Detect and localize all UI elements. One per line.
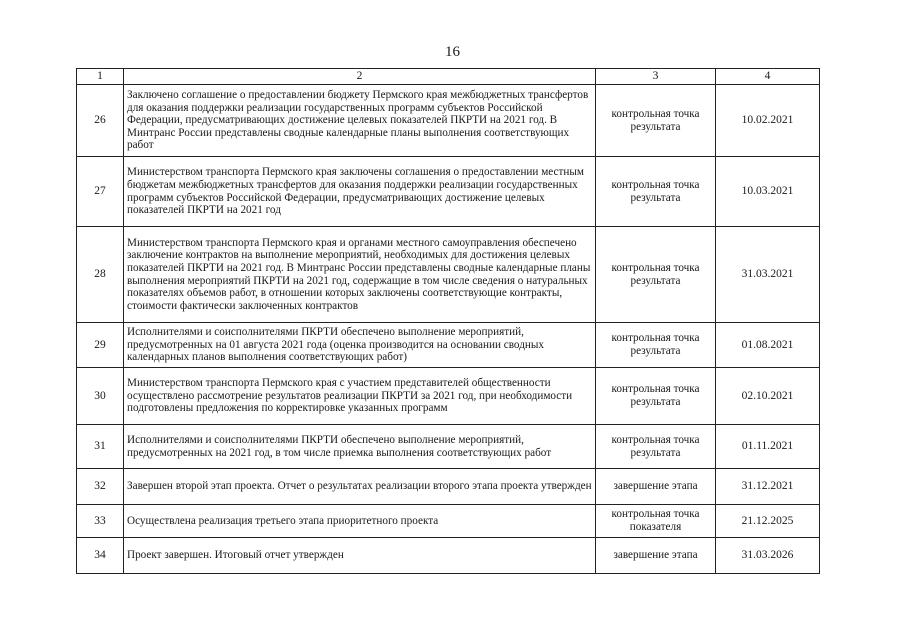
row-date: 10.03.2021 [716,157,820,227]
row-description: Осуществлена реализация третьего этапа приоритетного проекта [124,505,596,538]
row-type: контрольная точка результата [596,323,716,368]
row-type: контрольная точка результата [596,157,716,227]
row-number: 26 [77,85,124,157]
control-points-table [76,68,820,574]
table-row [77,157,820,227]
row-description: Министерством транспорта Пермского края и органами местного самоуправления обеспечено заключение контрактов на выполнение мероприятий, необходимых для достижения целевых показателей ПКРТИ на 2021 год. В Минтранс России представлены сводные календарные планы выполнения мероприятий ПКРТИ на 2021 год, содержащие в том числе сведения о натуральных показателях объемов работ, в отношении которых заключены соответствующие контракты, стоимости фактически заключенных контрактов [124,227,596,323]
row-type: контрольная точка результата [596,425,716,469]
table-row [77,425,820,469]
row-description: Проект завершен. Итоговый отчет утвержден [124,538,596,574]
row-date: 01.08.2021 [716,323,820,368]
row-date: 31.12.2021 [716,469,820,505]
table-header-row [77,69,820,85]
table-row [77,85,820,157]
row-number: 28 [77,227,124,323]
row-type: контрольная точка результата [596,85,716,157]
table-row [77,469,820,505]
row-type: завершение этапа [596,469,716,505]
row-number: 34 [77,538,124,574]
page-number: 16 [445,44,460,60]
row-date: 21.12.2025 [716,505,820,538]
row-type: завершение этапа [596,538,716,574]
row-number: 29 [77,323,124,368]
row-description: Исполнителями и соисполнителями ПКРТИ обеспечено выполнение мероприятий, предусмотренных на 01 августа 2021 года (оценка производится на основании сводных календарных планов выполнения соответствующих работ) [124,323,596,368]
row-type: контрольная точка показателя [596,505,716,538]
row-description: Министерством транспорта Пермского края с участием представителей общественности осуществлено рассмотрение результатов реализации ПКРТИ за 2021 год, при необходимости подготовлены предложения по корректировке указанных программ [124,368,596,425]
column-header-date: 4 [716,69,820,85]
table-row [77,538,820,574]
table-row [77,368,820,425]
row-number: 30 [77,368,124,425]
row-date: 02.10.2021 [716,368,820,425]
row-date: 01.11.2021 [716,425,820,469]
row-description: Заключено соглашение о предоставлении бюджету Пермского края межбюджетных трансфертов для оказания поддержки реализации государственных программ субъектов Российской Федерации, предусматривающих достижение целевых показателей ПКРТИ на 2021 год. В Минтранс России представлены сводные календарные планы выполнения соответствующих работ [124,85,596,157]
row-description: Завершен второй этап проекта. Отчет о результатах реализации второго этапа проекта утвержден [124,469,596,505]
row-description: Исполнителями и соисполнителями ПКРТИ обеспечено выполнение мероприятий, предусмотренных на 2021 год, в том числе приемка выполнения соответствующих работ [124,425,596,469]
row-type: контрольная точка результата [596,227,716,323]
row-type: контрольная точка результата [596,368,716,425]
row-date: 31.03.2021 [716,227,820,323]
row-number: 32 [77,469,124,505]
row-number: 33 [77,505,124,538]
row-date: 10.02.2021 [716,85,820,157]
row-date: 31.03.2026 [716,538,820,574]
table-row [77,323,820,368]
row-number: 27 [77,157,124,227]
column-header-type: 3 [596,69,716,85]
row-number: 31 [77,425,124,469]
table-row [77,227,820,323]
row-description: Министерством транспорта Пермского края заключены соглашения о предоставлении местным бюджетам межбюджетных трансфертов для оказания поддержки реализации государственных программ субъектов Российской Федерации, предусматривающих достижение целевых показателей ПКРТИ на 2021 год [124,157,596,227]
column-header-description: 2 [124,69,596,85]
column-header-number: 1 [77,69,124,85]
table-row [77,505,820,538]
